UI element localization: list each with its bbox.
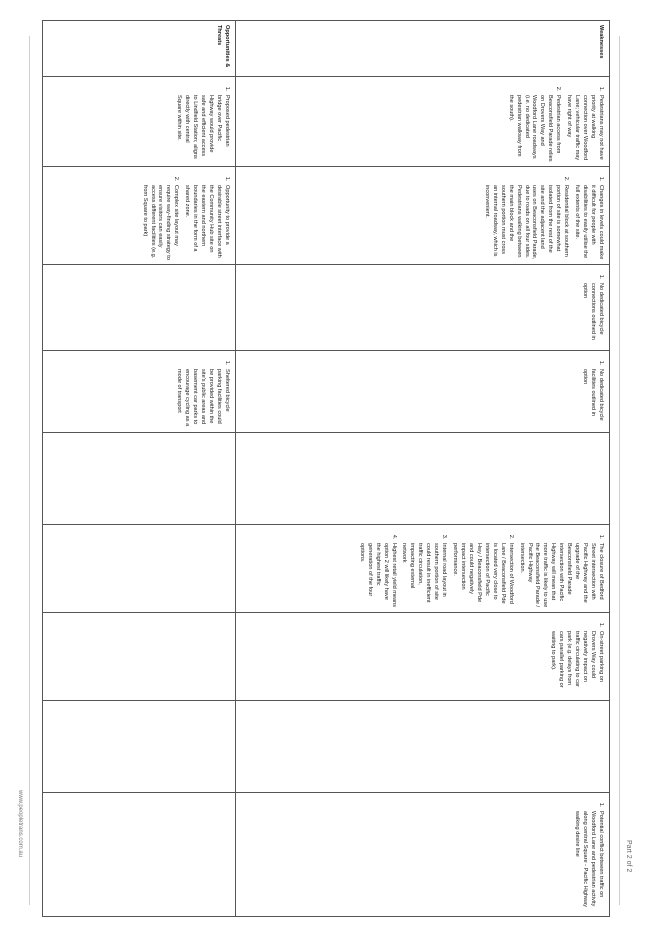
list-item: 1. Potential conflict between traffic on Woodford Lane and pedestrian activity along central Square - Pacific Highway walking desire line <box>572 809 604 912</box>
weaknesses-cell-8 <box>236 701 610 793</box>
opportunities-cell-8 <box>43 701 236 793</box>
list-item: 3. Internal road layout in southern portion of site could result in inefficient traffic circulation, impacting external network <box>400 541 448 608</box>
list-item: 1. Changes in levels could make it difficult for people with disabilities to easily utilise the full extents of the site. <box>572 183 604 260</box>
weaknesses-cell-5 <box>236 433 610 525</box>
list-item: 1. The closure of Bedford Street intersection with Pacific Highway and the upgrade of the Beaconsfield Parade intersection with Pacific Highway will mean that more traffic is likely to use the Beaconsfield Parade / Pacific Highway intersection. <box>517 541 604 608</box>
list-item: 2. Complex site layout may require way-finding strategy to ensure visitors can easily access different facilities (e.g. from Square to park) <box>140 183 180 260</box>
row-label-weaknesses: Weaknesses <box>236 21 610 77</box>
list-item: 1. On-street parking on Drovers Way could negatively impact on traffic circulating to car park (e.g. delays from cars parallel parking or waiting to park). <box>548 629 604 696</box>
page-number: Part 2 of 2 <box>625 840 632 873</box>
list-item: 1. Sheltered bicycle parking facilities could be provided within the site's public areas and basement car parks to encourage cycling as a mode of transport <box>174 367 230 428</box>
weaknesses-cell-1 <box>236 77 610 167</box>
header-rule <box>619 36 620 905</box>
weaknesses-cell-7 <box>236 613 610 701</box>
opportunities-threats-row <box>43 21 236 917</box>
weaknesses-cell-2 <box>236 167 610 265</box>
row-label-opportunities-threats: Opportunities & Threats <box>43 21 236 77</box>
list-item: 1. Proposed pedestrian bridge over Pacific Highway would provide safe and efficient access to Lindfield Station; aligns directly with central Square within site. <box>174 93 230 162</box>
list-item: 2. Pedestrian access from Beaconsfield Parade relies on Drovers Way and Woodford Lane roadways (i.e. no dedicated pedestrian walkway from the south). <box>506 93 562 162</box>
opportunities-cell-6 <box>43 525 236 613</box>
weaknesses-row <box>236 21 610 917</box>
weaknesses-cell-9 <box>236 793 610 917</box>
swot-table <box>42 20 610 917</box>
opportunities-cell-3 <box>43 265 236 351</box>
weaknesses-cell-4 <box>236 351 610 433</box>
opportunities-cell-1 <box>43 77 236 167</box>
opportunities-cell-9 <box>43 793 236 917</box>
list-item: 1. Pedestrians may not have priority at walking connection over Woodford Lane; vehicular traffic may have right of way <box>564 93 604 162</box>
list-item: 1. No dedicated bicycle connections outlined in option <box>580 281 604 346</box>
footer-rule <box>29 36 30 905</box>
list-item: 1. No dedicated bicycle facilities outlined in option <box>580 367 604 428</box>
opportunities-cell-4 <box>43 351 236 433</box>
weaknesses-cell-6 <box>236 525 610 613</box>
weaknesses-cell-3 <box>236 265 610 351</box>
list-item: 2. Intersection of Woodford Lane / Beaconsfield Pde is located very close to intersection of Pacific Hwy / Beaconsfield Pde and could negatively impact intersection performance. <box>450 541 514 608</box>
opportunities-cell-5 <box>43 433 236 525</box>
list-item: 2. Residential block at southern portion of site is somewhat isolated from the rest of the site and the adjacent land uses on Beaconsfield Parade, due to roads on all four sides. Pedestrians walking between the main block and the southern portion must cross an internal roadway, which is inconvenient. <box>482 183 569 260</box>
footer-website: www.peopletrans.com.au <box>17 790 23 858</box>
list-item: 4. Highest retail yield means option 2 will likely have the highest traffic generation of the four options. <box>357 541 397 608</box>
list-item: 1. Opportunity to provide a desirable street interface with the Community Hub site on the eastern and northern boundaries in the form of a shared zone. <box>182 183 230 260</box>
opportunities-cell-2 <box>43 167 236 265</box>
opportunities-cell-7 <box>43 613 236 701</box>
